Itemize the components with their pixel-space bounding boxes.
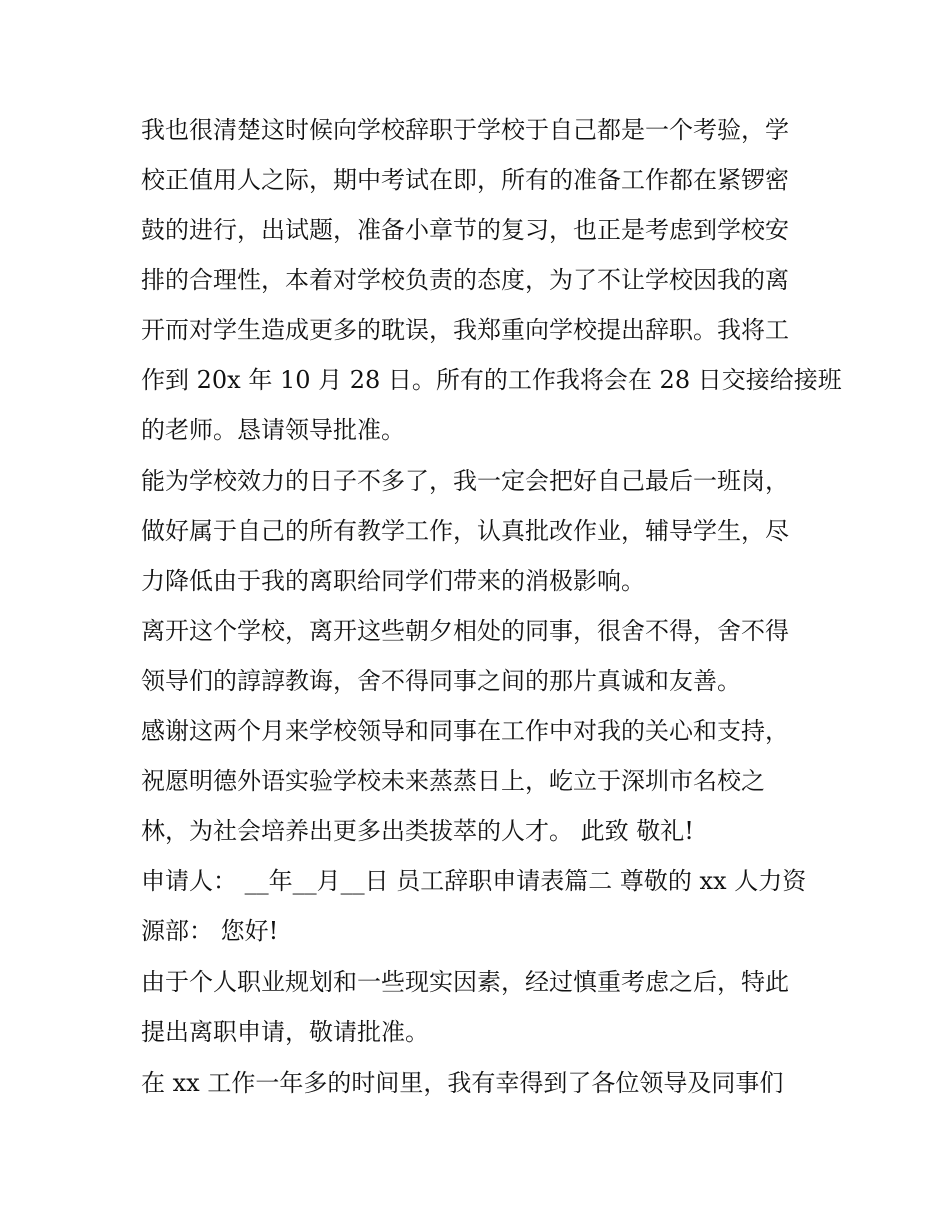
text-line-8: 能为学校效力的日子不多了，我一定会把好自己最后一班岗，	[141, 467, 789, 495]
text-line-1: 我也很清楚这时候向学校辞职于学校于自己都是一个考验，学	[141, 116, 789, 144]
text-line-3: 鼓的进行，出试题，准备小章节的复习，也正是考虑到学校安	[141, 216, 789, 244]
text-line-10: 力降低由于我的离职给同学们带来的消极影响。	[141, 567, 645, 595]
text-line-9: 做好属于自己的所有教学工作，认真批改作业，辅导学生，尽	[141, 517, 789, 545]
text-line-15: 林，为社会培养出更多出类拔萃的人才。 此致 敬礼!	[141, 817, 694, 845]
text-line-13: 感谢这两个月来学校领导和同事在工作中对我的关心和支持，	[141, 717, 789, 745]
text-line-2: 校正值用人之际，期中考试在即，所有的准备工作都在紧锣密	[141, 166, 789, 194]
text-line-20: 在 xx 工作一年多的时间里，我有幸得到了各位领导及同事们	[141, 1069, 784, 1097]
text-line-4: 排的合理性，本着对学校负责的态度，为了不让学校因我的离	[141, 266, 789, 294]
text-line-17: 源部： 您好!	[141, 917, 279, 945]
text-line-12: 领导们的諄諄教诲，舍不得同事之间的那片真诚和友善。	[141, 667, 741, 695]
text-line-5: 开而对学生造成更多的耽误，我郑重向学校提出辞职。我将工	[141, 316, 789, 344]
text-line-11: 离开这个学校，离开这些朝夕相处的同事，很舍不得，舍不得	[141, 617, 789, 645]
text-line-19: 提出离职申请，敬请批准。	[141, 1018, 429, 1046]
text-line-16: 申请人： __年__月__日 员工辞职申请表篇二 尊敬的 xx 人力资	[141, 867, 807, 895]
text-line-6: 作到 20x 年 10 月 28 日。所有的工作我将会在 28 日交接给接班	[141, 366, 842, 394]
text-line-7: 的老师。恳请领导批准。	[141, 416, 405, 444]
text-line-14: 祝愿明德外语实验学校未来蒸蒸日上，屹立于深圳市名校之	[141, 767, 765, 795]
text-line-18: 由于个人职业规划和一些现实因素，经过慎重考虑之后，特此	[141, 968, 789, 996]
